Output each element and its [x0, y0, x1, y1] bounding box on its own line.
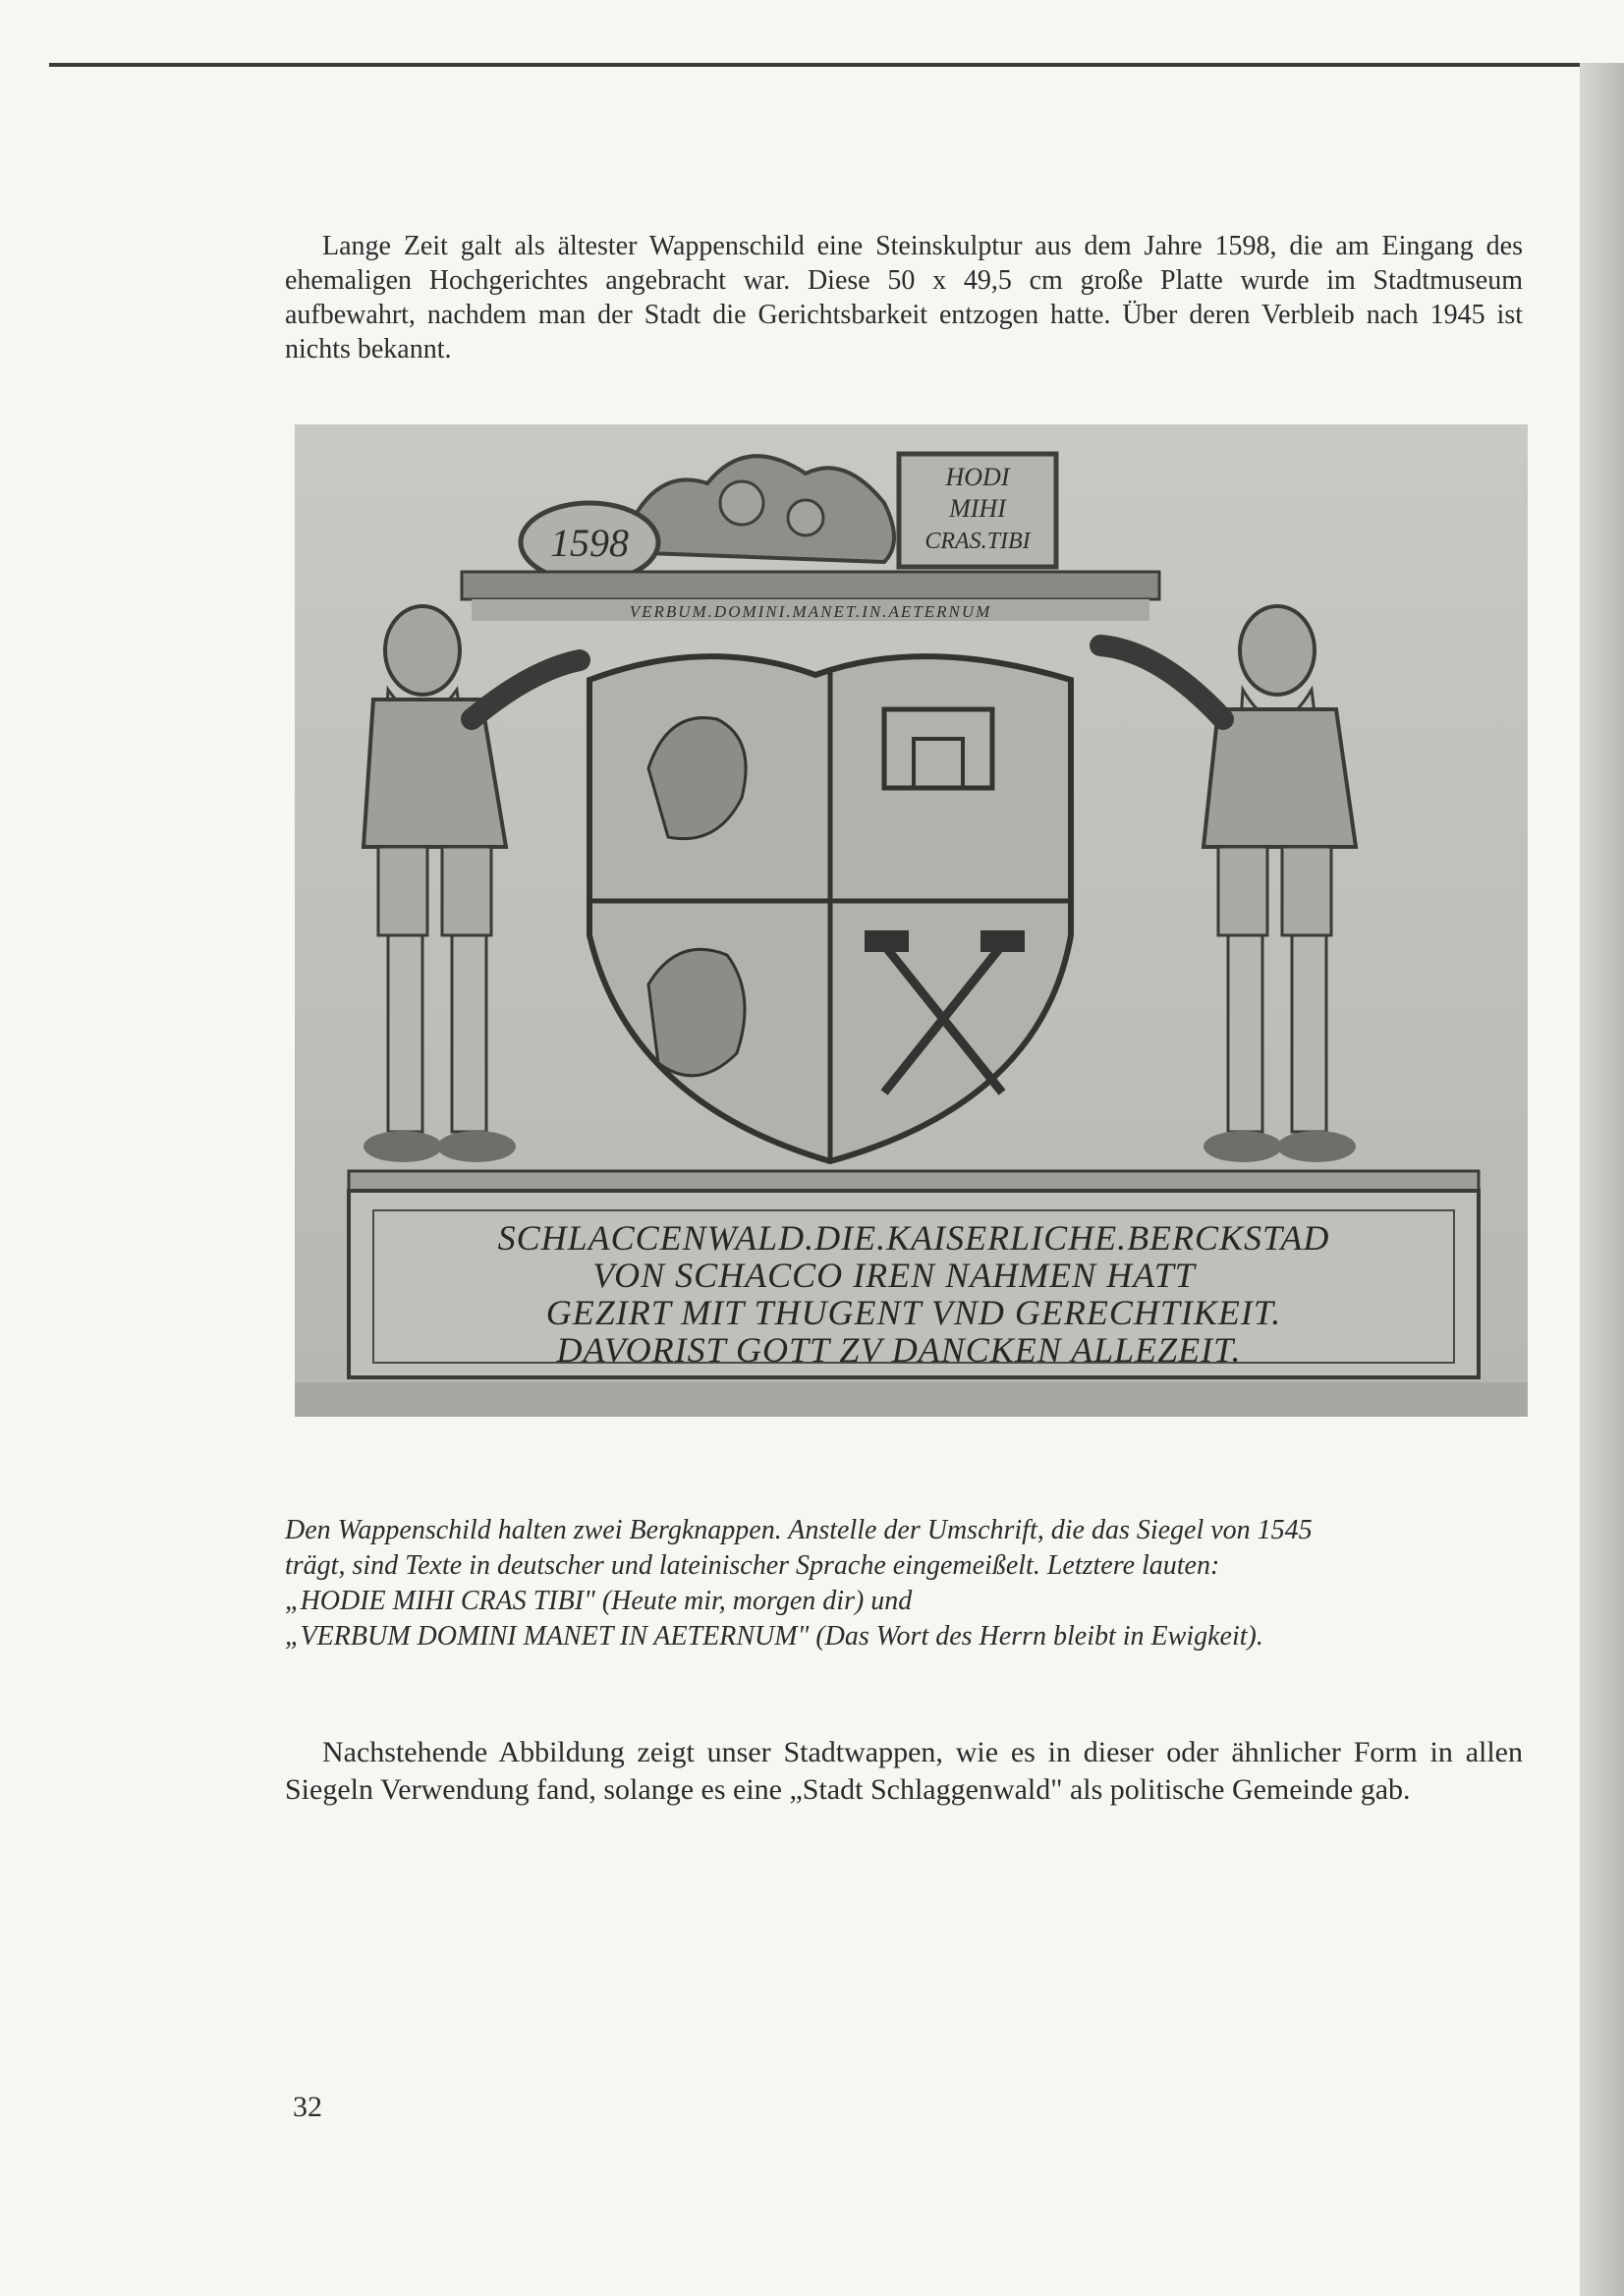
scan-right-edge [1580, 63, 1624, 2296]
year-cartouche [521, 503, 658, 582]
motto-tablet [899, 454, 1056, 567]
caption-line-1: Den Wappenschild halten zwei Bergknappen. Anstelle der Umschrift, die das Siegel von 1545 [285, 1515, 1313, 1545]
caption-line-2: trägt, sind Texte in deutscher und lateinischer Sprache eingemeißelt. Letztere lauten: [285, 1550, 1220, 1581]
plaque-line-2: VON SCHACCO IREN NAHMEN HATT [592, 1256, 1196, 1295]
lion-lower [648, 949, 745, 1076]
caption-line-4: „VERBUM DOMINI MANET IN AETERNUM" (Das Wort des Herrn bleibt in Ewigkeit). [285, 1621, 1263, 1652]
page-number: 32 [293, 2091, 322, 2123]
inscription-plaque [349, 1191, 1479, 1377]
plaque-line-1: SCHLACCENWALD.DIE.KAISERLICHE.BERCKSTAD [497, 1218, 1330, 1258]
scan-top-edge [49, 63, 1582, 67]
photo-bottom-margin [295, 1382, 1528, 1417]
figure-caption [285, 1513, 1525, 1654]
year-text: 1598 [550, 521, 629, 565]
stone-relief-photo [295, 424, 1528, 1417]
caption-line-3: „HODIE MIHI CRAS TIBI" (Heute mir, morgen dir) und [285, 1586, 913, 1616]
motto-line-3: CRAS.TIBI [924, 529, 1031, 554]
plaque-line-3: GEZIRT MIT THUGENT VND GERECHTIKEIT. [545, 1293, 1282, 1332]
motto-line-2: MIHI [949, 494, 1006, 523]
closing-paragraph: Nachstehende Abbildung zeigt unser Stadtwappen, wie es in dieser oder ähnlicher Form in allen Siegeln Verwendung fand, solange es eine „Stadt Schlaggenwald" als politische Gemeinde gab. [285, 1736, 1523, 1806]
motto-line-1: HODI [945, 463, 1010, 491]
intro-paragraph: Lange Zeit galt als ältester Wappenschild eine Steinskulptur aus dem Jahre 1598, die am Eingang des ehemaligen Hochgerichtes angebracht war. Diese 50 x 49,5 cm große Platte wurde im Stadtmuseum aufbewahrt, nachdem man der Stadt die Gerichtsbarkeit entzogen hatte. Über deren Verbleib nach 1945 ist nichts bekannt. [285, 231, 1523, 364]
cornice [462, 572, 1159, 621]
plaque-line-4: DAVORIST GOTT ZV DANCKEN ALLEZEIT. [556, 1330, 1242, 1370]
ledge [349, 1171, 1479, 1191]
cornice-inscription: VERBUM.DOMINI.MANET.IN.AETERNUM [629, 602, 992, 621]
